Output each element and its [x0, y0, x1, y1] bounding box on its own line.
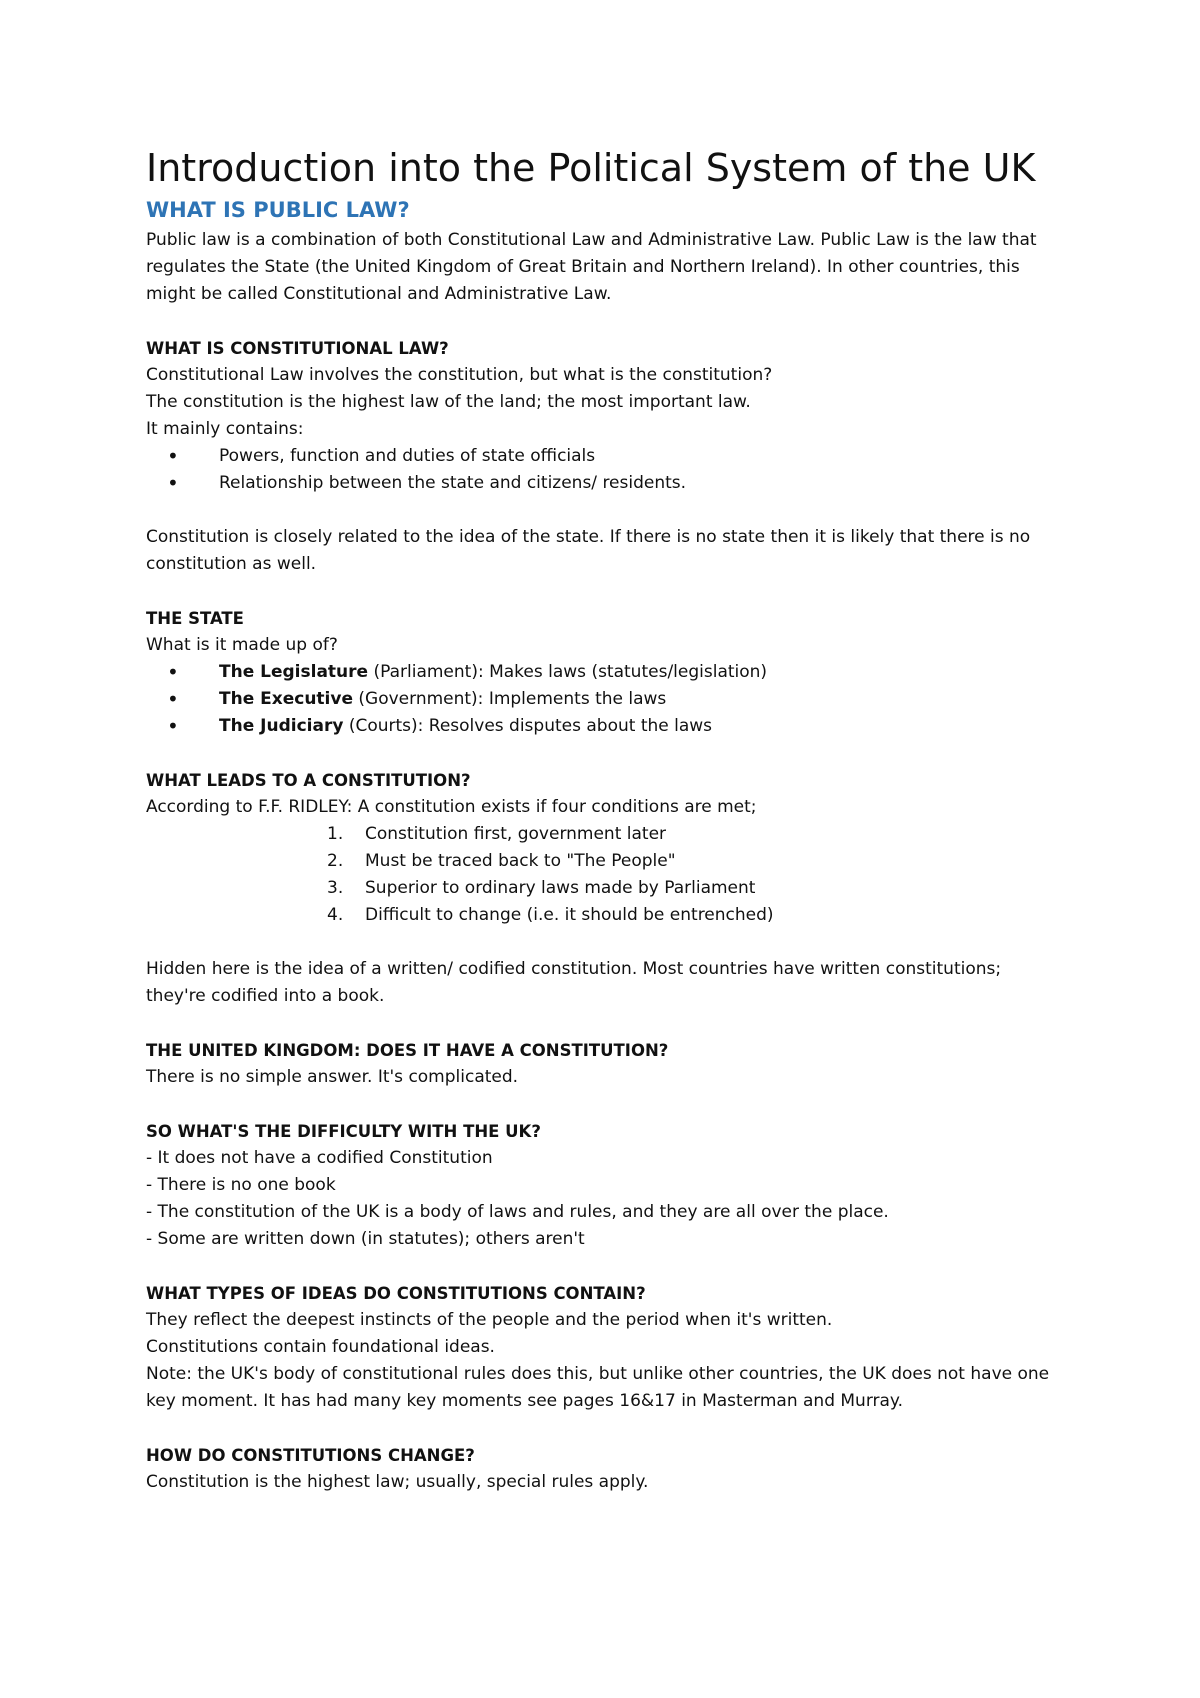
item-number: 4.: [327, 905, 344, 925]
item-text: Superior to ordinary laws made by Parliament: [365, 878, 756, 898]
paragraph-line: What is it made up of?: [146, 635, 338, 655]
heading-the-state: THE STATE: [146, 609, 244, 628]
paragraph-line: - It does not have a codified Constitution: [146, 1148, 493, 1168]
numbered-item: [146, 821, 1066, 848]
paragraph-line: According to F.F. RIDLEY: A constitution exists if four conditions are met;: [146, 797, 757, 817]
paragraph-state-relation: Constitution is closely related to the idea of the state. If there is no state then it is likely that there is no constitution as well.: [146, 527, 1031, 574]
paragraph-line: It mainly contains:: [146, 419, 304, 439]
bullet-item: [146, 686, 1066, 713]
document-title: Introduction into the Political System of the UK: [146, 146, 1036, 190]
item-text: Constitution first, government later: [365, 824, 667, 844]
heading-constitutional-law: WHAT IS CONSTITUTIONAL LAW?: [146, 339, 449, 358]
bullet-item: [146, 659, 1066, 686]
paragraph-line: Constitutional Law involves the constitution, but what is the constitution?: [146, 365, 773, 385]
bullet-list-state: [146, 659, 1066, 740]
item-text: Difficult to change (i.e. it should be entrenched): [365, 905, 774, 925]
bullet-item: • Powers, function and duties of state officials: [146, 443, 1066, 470]
bullet-description: (Government): Implements the laws: [353, 689, 667, 709]
paragraph-line: Constitution is the highest law; usually, special rules apply.: [146, 1472, 649, 1492]
paragraph-line: They reflect the deepest instincts of the people and the period when it's written.: [146, 1310, 833, 1330]
bullet-description: (Courts): Resolves disputes about the laws: [343, 716, 713, 736]
bullet-list-contents: [146, 443, 1066, 497]
numbered-item: [146, 848, 1066, 875]
item-number: 3.: [327, 878, 344, 898]
heading-difficulty: SO WHAT'S THE DIFFICULTY WITH THE UK?: [146, 1122, 541, 1141]
numbered-list-conditions: [146, 821, 1066, 929]
document-body: [146, 144, 1066, 1496]
paragraph-line: - Some are written down (in statutes); others aren't: [146, 1229, 585, 1249]
item-number: 1.: [327, 824, 344, 844]
bullet-term: The Legislature: [219, 662, 369, 682]
paragraph-written-constitution: Hidden here is the idea of a written/ codified constitution. Most countries have written constitutions; they're codified into a book.: [146, 959, 1002, 1006]
paragraph-line: There is no simple answer. It's complicated.: [146, 1067, 519, 1087]
heading-change: HOW DO CONSTITUTIONS CHANGE?: [146, 1446, 475, 1465]
bullet-item: • Relationship between the state and citizens/ residents.: [146, 470, 1066, 497]
item-text: Must be traced back to "The People": [365, 851, 676, 871]
heading-uk-question: THE UNITED KINGDOM: DOES IT HAVE A CONSTITUTION?: [146, 1041, 669, 1060]
bullet-description: (Parliament): Makes laws (statutes/legislation): [368, 662, 768, 682]
heading-leads-to: WHAT LEADS TO A CONSTITUTION?: [146, 771, 471, 790]
numbered-item: [146, 902, 1066, 929]
heading-ideas: WHAT TYPES OF IDEAS DO CONSTITUTIONS CONTAIN?: [146, 1284, 646, 1303]
paragraph-public-law: Public law is a combination of both Constitutional Law and Administrative Law. Public Law is the law that regulates the State (the United Kingdom of Great Britain and Northern Ireland). In other countries, this might be called Constitutional and Administrative Law.: [146, 230, 1037, 304]
paragraph-line: Constitutions contain foundational ideas.: [146, 1337, 495, 1357]
heading-public-law: WHAT IS PUBLIC LAW?: [146, 198, 410, 222]
bullet-term: The Judiciary: [219, 716, 344, 736]
paragraph-line: Note: the UK's body of constitutional rules does this, but unlike other countries, the UK does not have one key moment. It has had many key moments see pages 16&17 in Masterman and Murray.: [146, 1364, 1050, 1411]
bullet-term: The Executive: [219, 689, 353, 709]
numbered-item: [146, 875, 1066, 902]
paragraph-line: The constitution is the highest law of the land; the most important law.: [146, 392, 751, 412]
bullet-item: [146, 713, 1066, 740]
item-number: 2.: [327, 851, 344, 871]
paragraph-line: - The constitution of the UK is a body of laws and rules, and they are all over the place.: [146, 1202, 889, 1222]
paragraph-line: - There is no one book: [146, 1175, 336, 1195]
